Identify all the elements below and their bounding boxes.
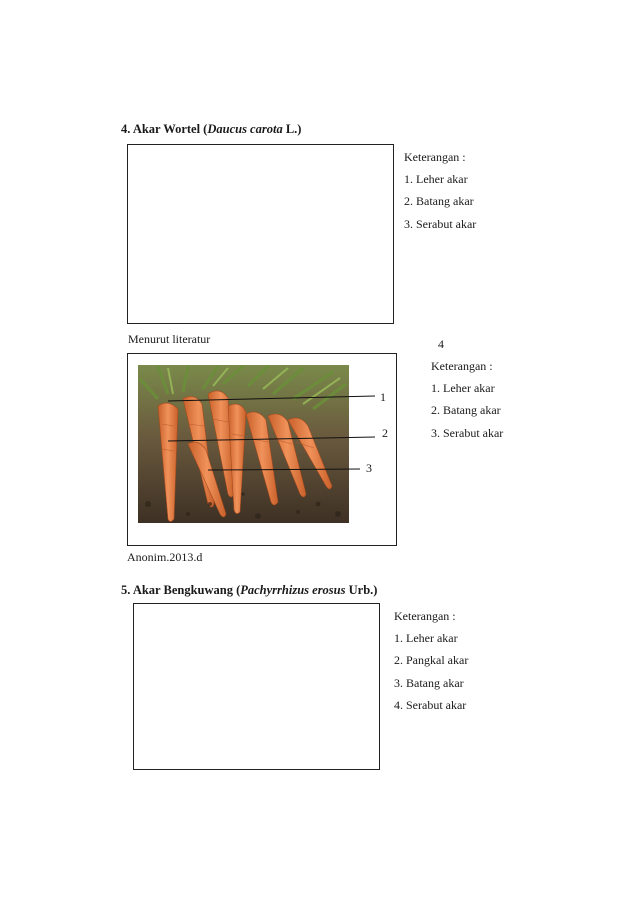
section-5-number: 5. [121,583,131,597]
section-4-item-1: 1. Leher akar [404,172,468,186]
literature-item-1: 1. Leher akar [431,381,495,395]
literature-item-3: 3. Serabut akar [431,426,504,440]
section-4-species: Daucus carota [207,122,283,136]
section-5-title-suffix: Urb.) [345,583,378,597]
carrot-photo [128,354,396,545]
section-4-item-3: 3. Serabut akar [404,217,477,231]
photo-label-2: 2 [382,426,388,440]
section-5-heading [121,583,377,598]
section-5-item-4: 4. Serabut akar [394,698,467,712]
section-4-drawing-box [127,144,394,324]
literature-label: Menurut literatur [128,332,211,346]
photo-label-1: 1 [380,390,386,404]
section-5-drawing-box [133,603,380,770]
section-5-title-prefix: Akar Bengkuwang ( [132,583,241,597]
section-5-item-2: 2. Pangkal akar [394,653,469,667]
section-4-heading [121,122,301,137]
section-5-item-1: 1. Leher akar [394,631,458,645]
section-4-title-prefix: Akar Wortel ( [132,122,208,136]
photo-source: Anonim.2013.d [127,550,203,564]
section-5-keterangan-title: Keterangan : [394,609,456,623]
section-4-item-2: 2. Batang akar [404,194,474,208]
section-5-item-3: 3. Batang akar [394,676,464,690]
literature-item-2: 2. Batang akar [431,403,501,417]
section-4-title-suffix: L.) [282,122,302,136]
literature-photo-box [127,353,397,546]
literature-number: 4 [438,337,444,351]
literature-keterangan-title: Keterangan : [431,359,493,373]
section-4-number: 4. [121,122,131,136]
photo-label-3: 3 [366,461,372,475]
section-4-keterangan-title: Keterangan : [404,150,466,164]
section-5-species: Pachyrrhizus erosus [240,583,346,597]
